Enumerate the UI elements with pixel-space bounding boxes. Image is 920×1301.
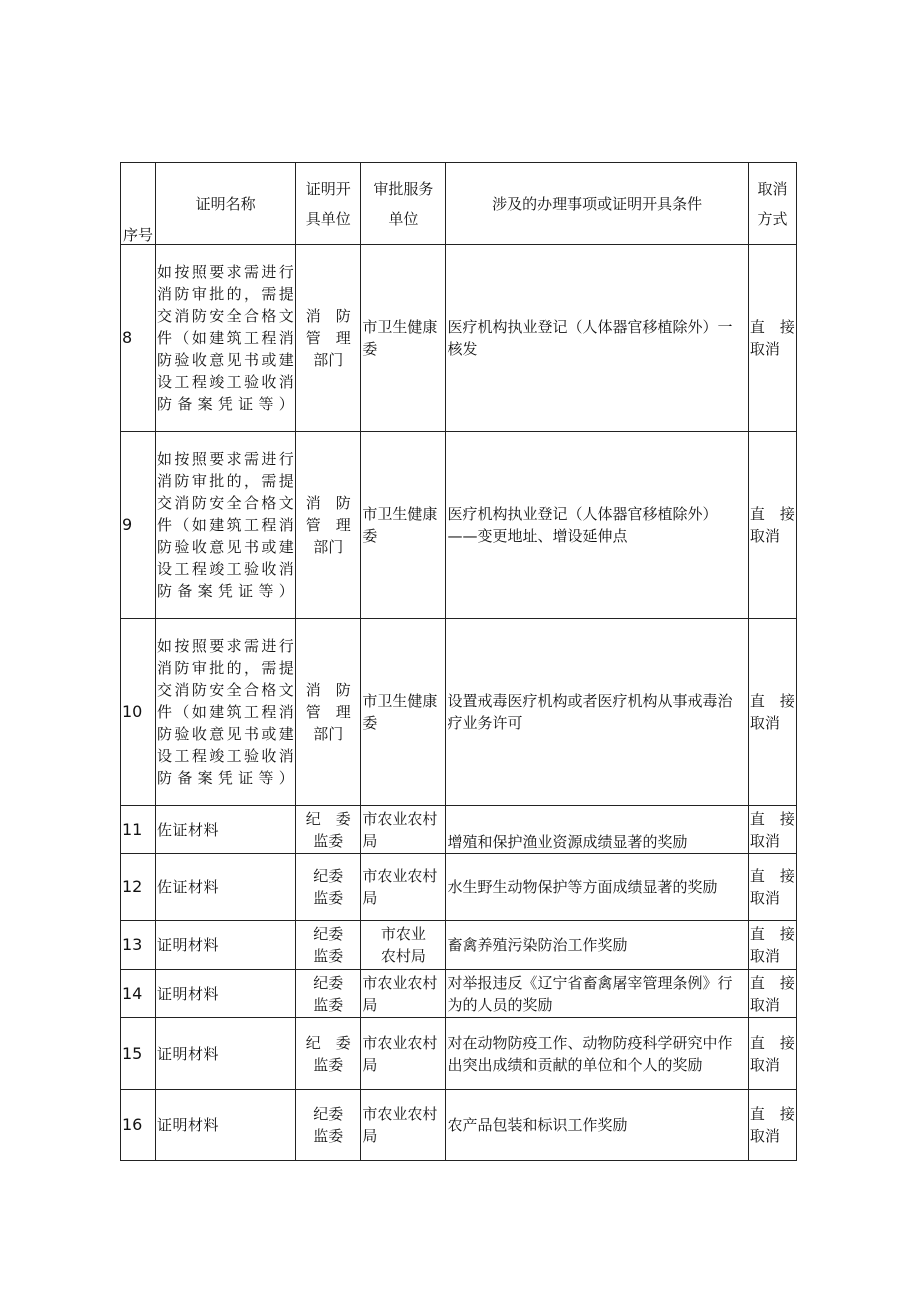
row-condition: 水生野生动物保护等方面成绩显著的奖励 (446, 854, 748, 921)
row-name: 证明材料 (156, 1018, 296, 1090)
row-condition: 对举报违反《辽宁省畜禽屠宰管理条例》行为的人员的奖励 (446, 970, 748, 1018)
table-row (121, 1018, 797, 1090)
row-condition: 对在动物防疫工作、动物防疫科学研究中作出突出成绩和贡献的单位和个人的奖励 (446, 1018, 748, 1090)
row-unit: 消 防 管 理 部门 (296, 432, 361, 619)
row-no: 8 (121, 245, 156, 432)
row-service-unit: 市卫生健康委 (361, 245, 446, 432)
row-name: 如按照要求需进行消防审批的，需提交消防安全合格文件（如建筑工程消防验收意见书或建设工程竣工验收消防备案凭证等） (156, 245, 296, 432)
row-unit: 纪 委 监委 (296, 806, 361, 854)
row-name: 佐证材料 (156, 854, 296, 921)
row-cancel-way: 直 接 取消 (748, 432, 796, 619)
row-condition: 畜禽养殖污染防治工作奖励 (446, 921, 748, 970)
row-no: 9 (121, 432, 156, 619)
row-condition: 设置戒毒医疗机构或者医疗机构从事戒毒治疗业务许可 (446, 619, 748, 806)
row-name: 佐证材料 (156, 806, 296, 854)
table-row (121, 432, 797, 619)
row-condition: 医疗机构执业登记（人体器官移植除外）——变更地址、增设延伸点 (446, 432, 748, 619)
table-row (121, 619, 797, 806)
row-service-unit: 市农业 农村局 (361, 921, 446, 970)
certificate-cancellation-table (120, 162, 797, 1161)
row-cancel-way: 直 接 取消 (748, 854, 796, 921)
row-no: 16 (121, 1090, 156, 1161)
row-cancel-way: 直 接 取消 (748, 619, 796, 806)
table-row (121, 1090, 797, 1161)
row-unit: 纪委 监委 (296, 1090, 361, 1161)
row-unit: 消 防 管 理 部门 (296, 619, 361, 806)
row-service-unit: 市卫生健康委 (361, 432, 446, 619)
row-name: 如按照要求需进行消防审批的，需提交消防安全合格文件（如建筑工程消防验收意见书或建设工程竣工验收消防备案凭证等） (156, 619, 296, 806)
row-no: 12 (121, 854, 156, 921)
row-unit: 消 防 管 理 部门 (296, 245, 361, 432)
row-no: 10 (121, 619, 156, 806)
header-condition: 涉及的办理事项或证明开具条件 (446, 163, 748, 245)
row-service-unit: 市农业农村局 (361, 854, 446, 921)
row-no: 15 (121, 1018, 156, 1090)
header-name: 证明名称 (156, 163, 296, 245)
row-no: 13 (121, 921, 156, 970)
row-unit: 纪委 监委 (296, 854, 361, 921)
table-row (121, 806, 797, 854)
row-unit: 纪委 监委 (296, 970, 361, 1018)
row-service-unit: 市农业农村局 (361, 806, 446, 854)
row-cancel-way: 直 接 取消 (748, 1018, 796, 1090)
table-row (121, 921, 797, 970)
row-condition: 增殖和保护渔业资源成绩显著的奖励 (446, 806, 748, 854)
row-name: 证明材料 (156, 921, 296, 970)
row-cancel-way: 直 接 取消 (748, 1090, 796, 1161)
row-cancel-way: 直 接 取消 (748, 921, 796, 970)
header-no: 序号 (121, 163, 156, 245)
row-unit: 纪委 监委 (296, 921, 361, 970)
header-service-unit: 审批服务 单位 (361, 163, 446, 245)
row-condition: 医疗机构执业登记（人体器官移植除外）一核发 (446, 245, 748, 432)
row-unit: 纪 委 监委 (296, 1018, 361, 1090)
row-condition: 农产品包装和标识工作奖励 (446, 1090, 748, 1161)
header-unit: 证明开 具单位 (296, 163, 361, 245)
row-service-unit: 市农业农村局 (361, 970, 446, 1018)
row-cancel-way: 直 接 取消 (748, 806, 796, 854)
table-row (121, 854, 797, 921)
row-name: 如按照要求需进行消防审批的，需提交消防安全合格文件（如建筑工程消防验收意见书或建设工程竣工验收消防备案凭证等） (156, 432, 296, 619)
table-row (121, 245, 797, 432)
table-header-row (121, 163, 797, 245)
row-no: 14 (121, 970, 156, 1018)
row-name: 证明材料 (156, 970, 296, 1018)
row-service-unit: 市卫生健康委 (361, 619, 446, 806)
row-cancel-way: 直 接 取消 (748, 245, 796, 432)
row-service-unit: 市农业农村局 (361, 1018, 446, 1090)
row-name: 证明材料 (156, 1090, 296, 1161)
row-service-unit: 市农业农村局 (361, 1090, 446, 1161)
row-no: 11 (121, 806, 156, 854)
table-row (121, 970, 797, 1018)
header-cancel-way: 取消 方式 (748, 163, 796, 245)
row-cancel-way: 直 接 取消 (748, 970, 796, 1018)
